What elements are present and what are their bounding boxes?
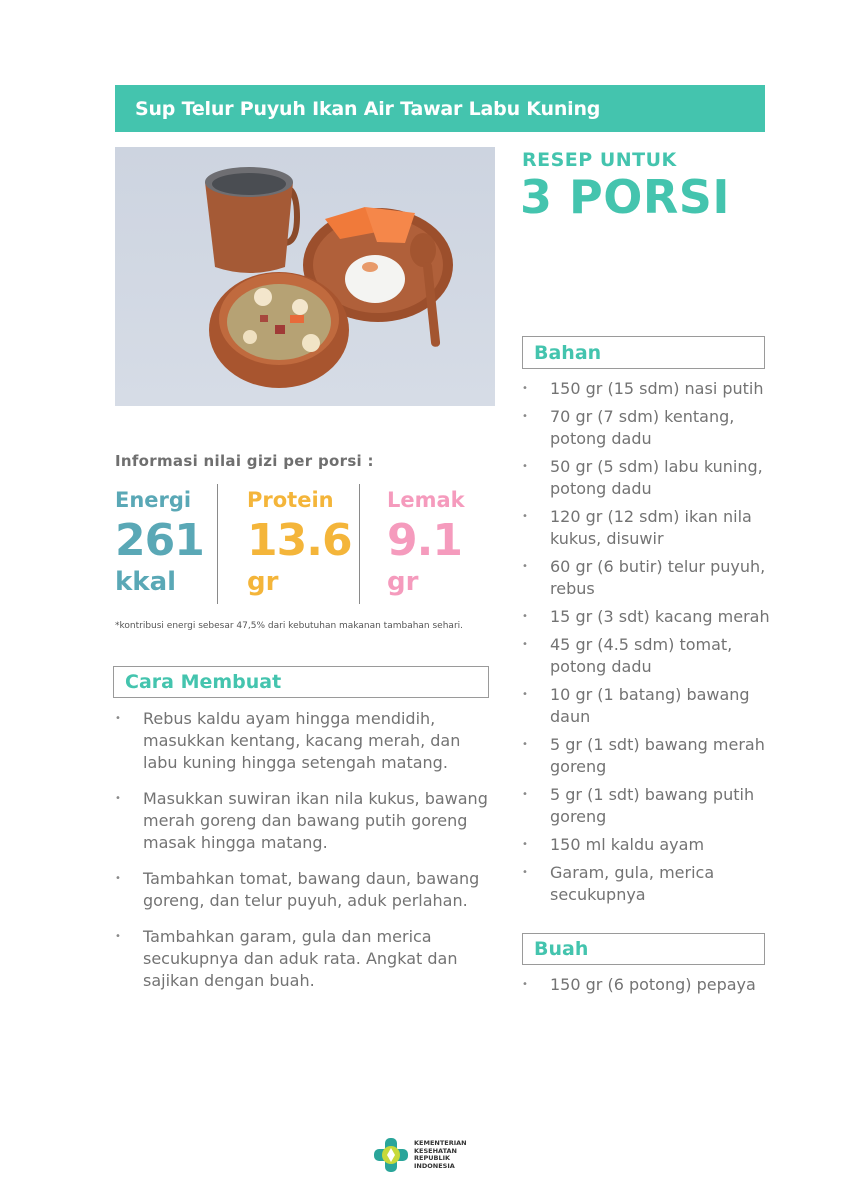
list-item: • Masukkan suwiran ikan nila kukus, bawang merah goreng dan bawang putih goreng masak hingga matang. (115, 788, 495, 854)
list-item: • 5 gr (1 sdt) bawang merah goreng (522, 734, 772, 778)
ministry-logo (372, 1136, 467, 1174)
recipe-title: Sup Telur Puyuh Ikan Air Tawar Labu Kuning (135, 97, 601, 120)
list-item: • Tambahkan garam, gula dan merica secukupnya dan aduk rata. Angkat dan sajikan dengan buah. (115, 926, 495, 992)
fat-value: 9.1 (387, 515, 462, 566)
list-item: • Tambahkan tomat, bawang daun, bawang goreng, dan telur puyuh, aduk perlahan. (115, 868, 495, 912)
nutrition-energy (115, 488, 204, 596)
dish-photo (115, 147, 495, 406)
list-item: • 150 gr (6 potong) pepaya (522, 974, 772, 996)
section-title: Buah (534, 938, 589, 960)
energy-unit: kkal (115, 567, 177, 597)
fat-label: Lemak (387, 488, 465, 512)
logo-line: KEMENTERIAN (414, 1139, 467, 1147)
ingredients-list (522, 378, 772, 912)
list-item: • 5 gr (1 sdt) bawang putih goreng (522, 784, 772, 828)
nutrition-divider (359, 484, 360, 604)
protein-value: 13.6 (247, 515, 352, 566)
section-title: Cara Membuat (125, 671, 282, 693)
fat-unit: gr (387, 567, 419, 597)
logo-line: INDONESIA (414, 1161, 455, 1170)
nutrition-fat (387, 488, 465, 596)
energy-value: 261 (115, 515, 204, 566)
section-header-bahan (522, 336, 765, 369)
section-header-buah (522, 933, 765, 965)
list-item: • 45 gr (4.5 sdm) tomat, potong dadu (522, 634, 772, 678)
section-title: Bahan (534, 341, 602, 364)
nutrition-divider (217, 484, 218, 604)
list-item: • 150 gr (15 sdm) nasi putih (522, 378, 772, 400)
recipe-title-bar (115, 85, 765, 132)
list-item: • 120 gr (12 sdm) ikan nila kukus, disuwir (522, 506, 772, 550)
list-item: • 15 gr (3 sdt) kacang merah (522, 606, 772, 628)
fruit-list (522, 974, 772, 996)
nutrition-protein (247, 488, 352, 596)
energy-label: Energi (115, 488, 192, 512)
section-header-cara-membuat (113, 666, 489, 698)
kemenkes-logo-icon (372, 1136, 410, 1174)
recipe-portion-count: 3 PORSI (520, 170, 731, 224)
list-item: • 70 gr (7 sdm) kentang, potong dadu (522, 406, 772, 450)
list-item: • 10 gr (1 batang) bawang daun (522, 684, 772, 728)
nutrition-title: Informasi nilai gizi per porsi : (115, 452, 374, 470)
list-item: • 150 ml kaldu ayam (522, 834, 772, 856)
list-item: • Rebus kaldu ayam hingga mendidih, masukkan kentang, kacang merah, dan labu kuning hingga setengah matang. (115, 708, 495, 774)
protein-unit: gr (247, 567, 279, 597)
protein-label: Protein (247, 488, 334, 512)
logo-line: REPUBLIK (414, 1154, 451, 1162)
recipe-portion-label: RESEP UNTUK (522, 149, 677, 171)
nutrition-footnote: *kontribusi energi sebesar 47,5% dari kebutuhan makanan tambahan sehari. (115, 621, 464, 631)
list-item: • 50 gr (5 sdm) labu kuning, potong dadu (522, 456, 772, 500)
list-item: • Garam, gula, merica secukupnya (522, 862, 772, 906)
ministry-name (414, 1140, 467, 1170)
list-item: • 60 gr (6 butir) telur puyuh, rebus (522, 556, 772, 600)
steps-list (115, 708, 495, 1006)
logo-line: KESEHATAN (414, 1146, 457, 1155)
